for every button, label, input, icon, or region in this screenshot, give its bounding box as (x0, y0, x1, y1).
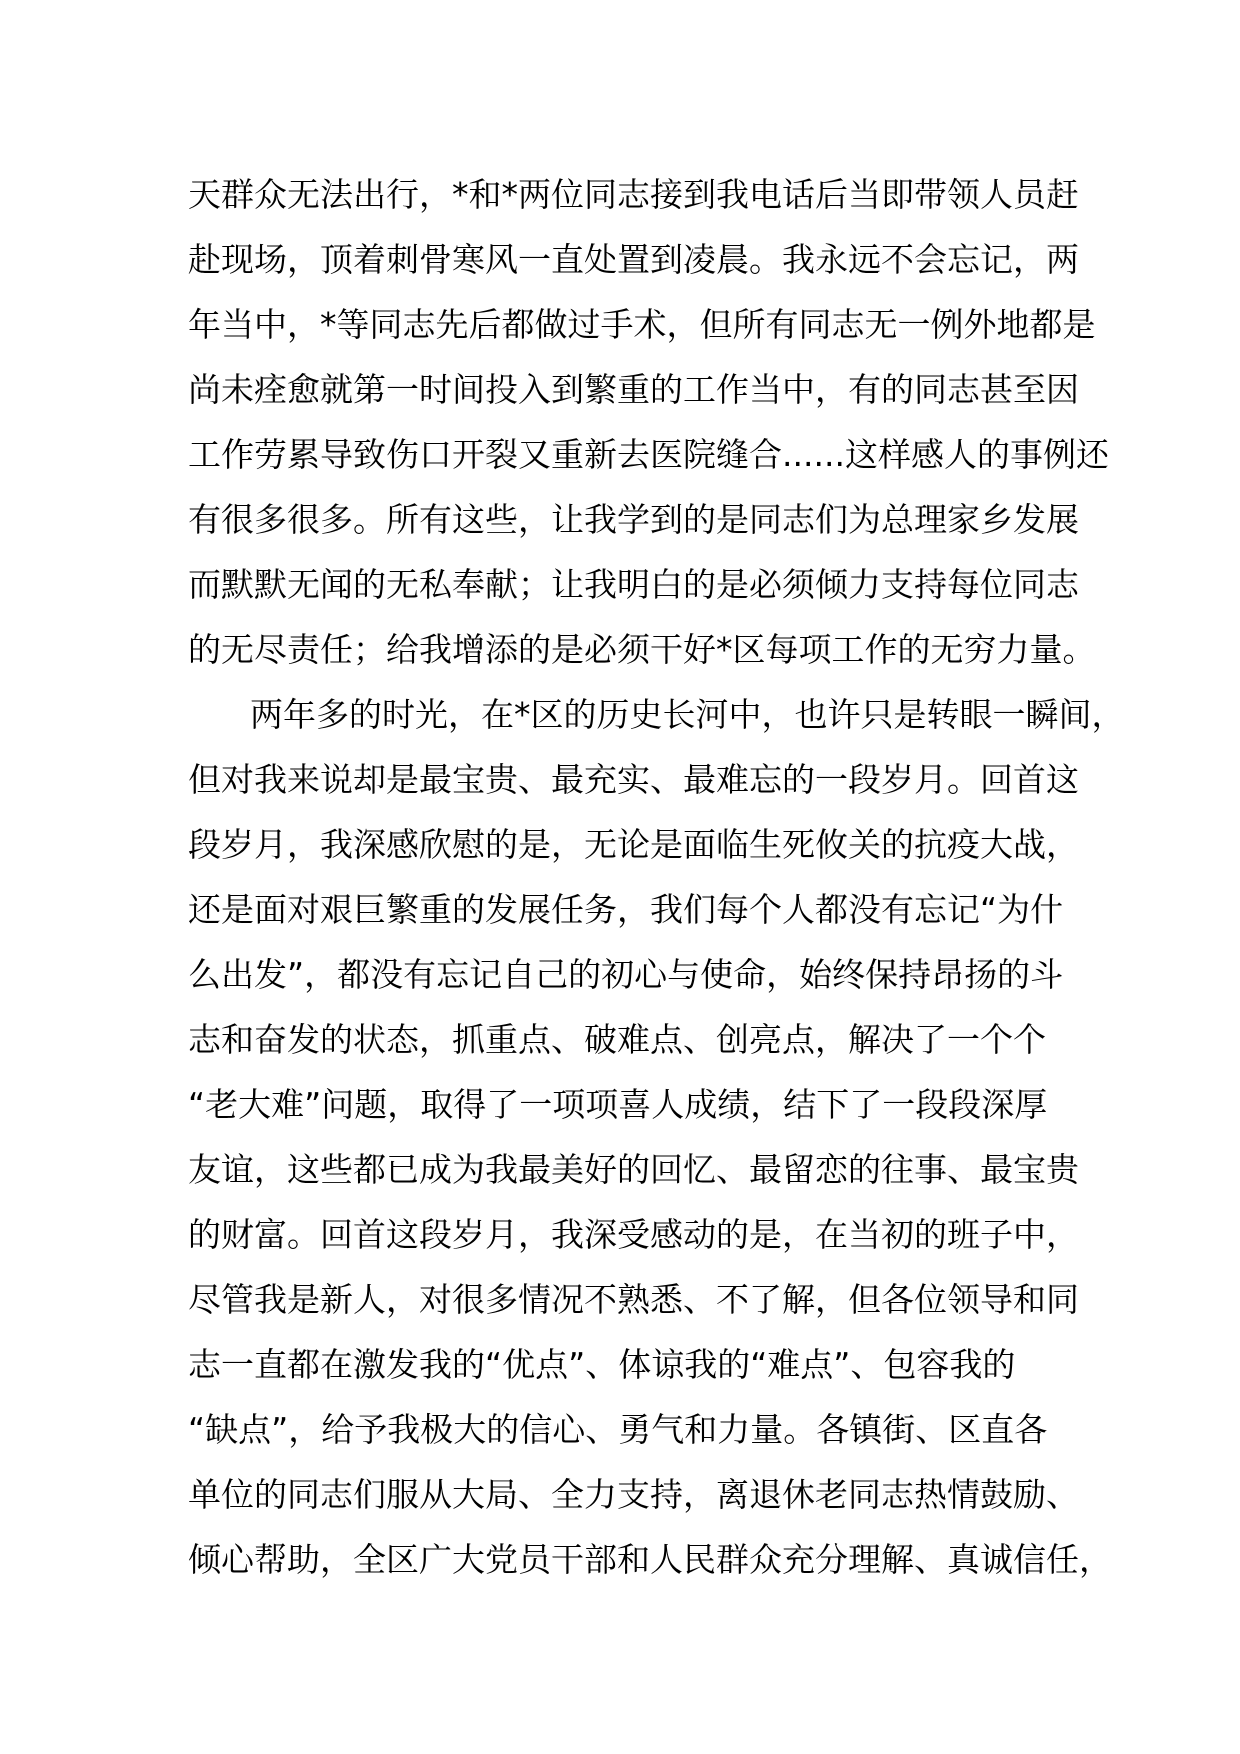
text-line: 还是面对艰巨繁重的发展任务，我们每个人都没有忘记“为什 (188, 890, 1064, 929)
body-text (188, 162, 1125, 1592)
text-line: 单位的同志们服从大局、全力支持，离退休老同志热情鼓励、 (188, 1475, 1079, 1514)
text-line: 有很多很多。所有这些，让我学到的是同志们为总理家乡发展 (188, 500, 1079, 539)
text-line: 志一直都在激发我的“优点”、体谅我的“难点”、包容我的 (188, 1345, 1016, 1384)
text-line: 尚未痊愈就第一时间投入到繁重的工作当中，有的同志甚至因 (188, 370, 1079, 409)
text-line: 年当中，*等同志先后都做过手术，但所有同志无一例外地都是 (188, 305, 1096, 344)
text-line: 么出发”，都没有忘记自己的初心与使命，始终保持昂扬的斗 (188, 955, 1064, 994)
text-line: 赴现场，顶着刺骨寒风一直处置到凌晨。我永远不会忘记，两 (188, 240, 1079, 279)
text-line: 倾心帮助，全区广大党员干部和人民群众充分理解、真诚信任， (188, 1540, 1112, 1579)
text-line: 但对我来说却是最宝贵、最充实、最难忘的一段岁月。回首这 (188, 760, 1079, 799)
text-line: 的无尽责任；给我增添的是必须干好*区每项工作的无穷力量。 (188, 630, 1096, 669)
text-line: “缺点”，给予我极大的信心、勇气和力量。各镇街、区直各 (188, 1410, 1048, 1449)
paragraph-start-line: 两年多的时光，在*区的历史长河中，也许只是转眼一瞬间， (250, 695, 1125, 734)
text-line: 尽管我是新人，对很多情况不熟悉、不了解，但各位领导和同 (188, 1280, 1079, 1319)
text-line: 天群众无法出行，*和*两位同志接到我电话后当即带领人员赶 (188, 175, 1079, 214)
text-line: 志和奋发的状态，抓重点、破难点、创亮点，解决了一个个 (188, 1020, 1046, 1059)
text-line: “老大难”问题，取得了一项项喜人成绩，结下了一段段深厚 (188, 1085, 1048, 1124)
text-line: 工作劳累导致伤口开裂又重新去医院缝合......这样感人的事例还 (188, 435, 1109, 474)
text-line: 段岁月，我深感欣慰的是，无论是面临生死攸关的抗疫大战， (188, 825, 1079, 864)
text-line: 的财富。回首这段岁月，我深受感动的是，在当初的班子中， (188, 1215, 1079, 1254)
text-line: 友谊，这些都已成为我最美好的回忆、最留恋的往事、最宝贵 (188, 1150, 1079, 1189)
text-line: 而默默无闻的无私奉献；让我明白的是必须倾力支持每位同志 (188, 565, 1079, 604)
